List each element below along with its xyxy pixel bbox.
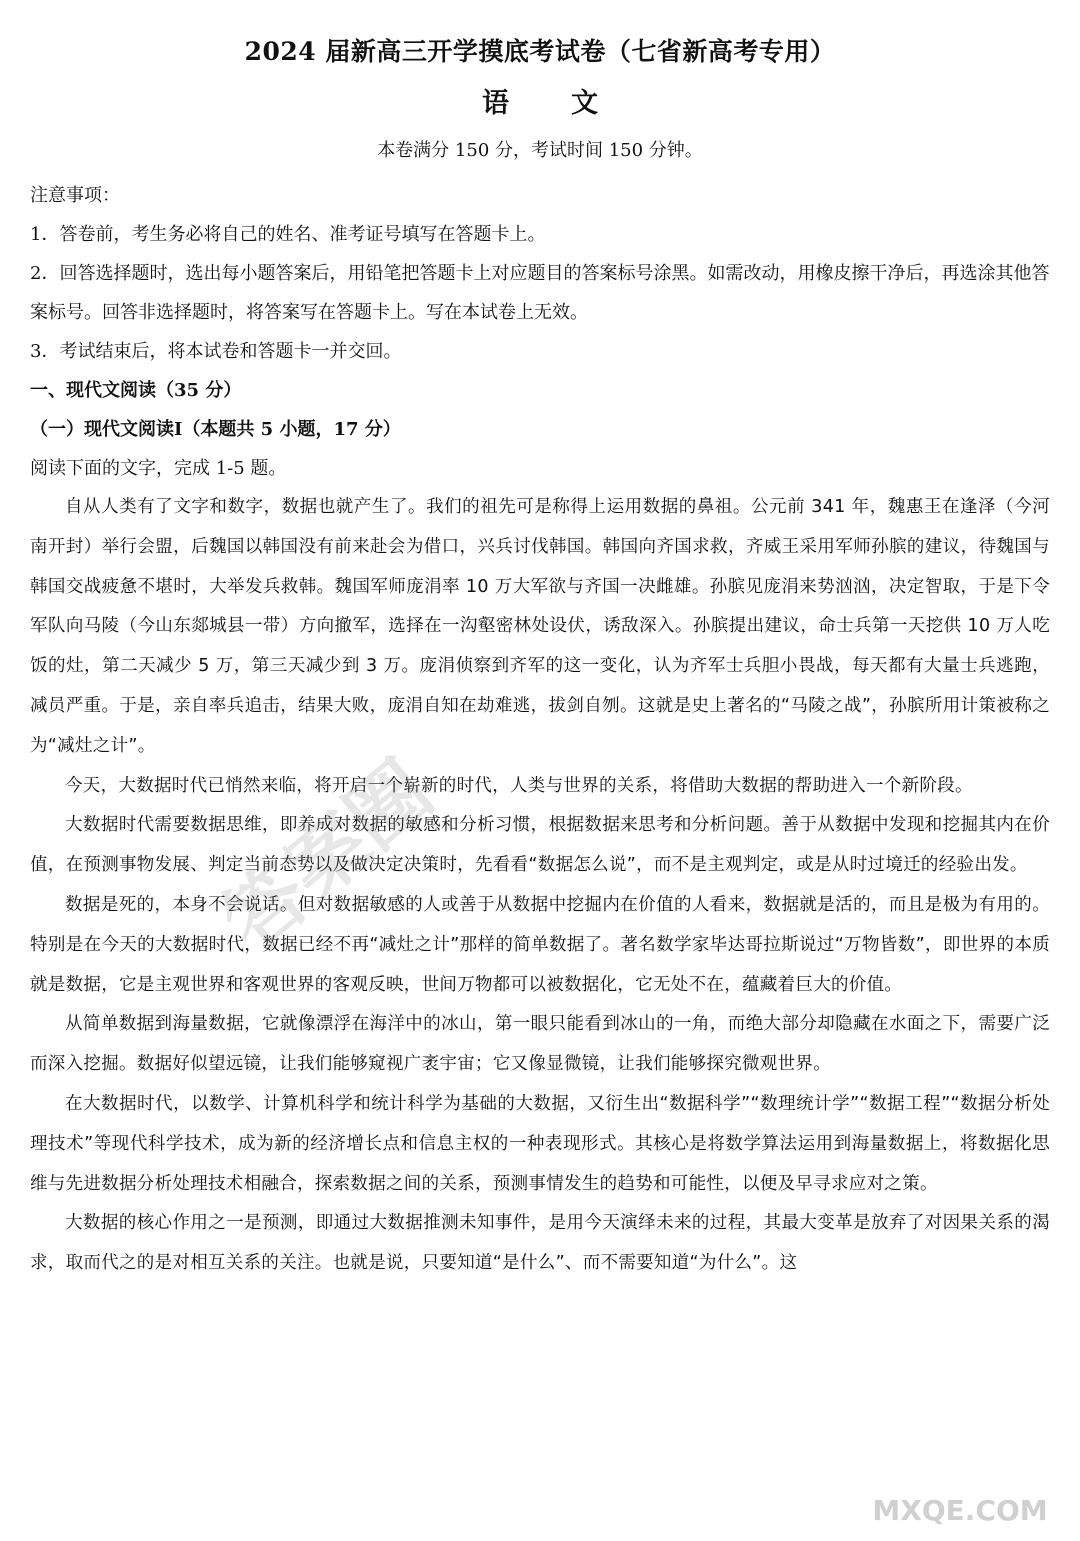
passage-paragraph: 今天，大数据时代已悄然来临，将开启一个崭新的时代，人类与世界的关系，将借助大数据的帮助进入一个新阶段。 (65, 775, 973, 796)
section-instruction: 阅读下面的文字，完成 1-5 题。 (30, 458, 287, 479)
passage-paragraph: 大数据的核心作用之一是预测，即通过大数据推测未知事件，是用今天演绎未来的过程，其最大变革是放弃了对因果关系的渴求，取而代之的是对相互关系的关注。也就是说，只要知道“是什么”、而不需要知道“为什么”。这 (30, 1213, 1050, 1274)
section-subtitle: （一）现代文阅读Ⅰ（本题共 5 小题，17 分） (30, 419, 401, 440)
passage-paragraph: 数据是死的，本身不会说话。但对数据敏感的人或善于从数据中挖掘内在价值的人看来，数据就是活的，而且是极为有用的。特别是在今天的大数据时代，数据已经不再“减灶之计”那样的简单数据了。著名数学家毕达哥拉斯说过“万物皆数”，即世界的本质就是数据，它是主观世界和客观世界的客观反映，世间万物都可以被数据化，它无处不在，蕴藏着巨大的价值。 (30, 894, 1050, 995)
passage-paragraph: 大数据时代需要数据思维，即养成对数据的敏感和分析习惯，根据数据来思考和分析问题。善于从数据中发现和挖掘其内在价值，在预测事物发展、判定当前态势以及做决定决策时，先看看“数据怎么说”，而不是主观判定，或是从时过境迁的经验出发。 (30, 815, 1050, 876)
watermark: 答案圈 (205, 742, 450, 970)
site-logo-text: MXQE.COM (872, 1494, 1048, 1527)
subject-char-2: 文 (571, 88, 598, 119)
notice-item-1: 1．答卷前，考生务必将自己的姓名、准考证号填写在答题卡上。 (30, 224, 546, 245)
exam-title: 2024 届新高三开学摸底考试卷（七省新高考专用） (244, 37, 836, 66)
passage-paragraph: 在大数据时代，以数学、计算机科学和统计科学为基础的大数据，又衍生出“数据科学”“数理统计学”“数据工程”“数据分析处理技术”等现代科学技术，成为新的经济增长点和信息主权的一种表现形式。其核心是将数学算法运用到海量数据上，将数据化思维与先进数据分析处理技术相融合，探索数据之间的关系，预测事情发生的趋势和可能性，以便及早寻求应对之策。 (30, 1093, 1050, 1194)
notice-item-2: 2．回答选择题时，选出每小题答案后，用铅笔把答题卡上对应题目的答案标号涂黑。如需改动，用橡皮擦干净后，再选涂其他答案标号。回答非选择题时，将答案写在答题卡上。写在本试卷上无效。 (30, 263, 1050, 323)
notice-heading: 注意事项： (30, 185, 120, 206)
passage-paragraph: 自从人类有了文字和数字，数据也就产生了。我们的祖先可是称得上运用数据的鼻祖。公元前 341 年，魏惠王在逢泽（今河南开封）举行会盟，后魏国以韩国没有前来赴会为借口，兴兵讨伐韩国。韩国向齐国求救，齐威王采用军师孙膑的建议，待魏国与韩国交战疲惫不堪时，大举发兵救韩。魏国军师庞涓率 10 万大军欲与齐国一决雌雄。孙膑见庞涓来势汹汹，决定智取，于是下令军队向马陵（今山东郯城县一带）方向撤军，选择在一沟壑密林处设伏，诱敌深入。孙膑提出建议，命士兵第一天挖供 10 万人吃饭的灶，第二天减少 5 万，第三天减少到 3 万。庞涓侦察到齐军的这一变化，认为齐军士兵胆小畏战，每天都有大量士兵逃跑，减员严重。于是，亲自率兵追击，结果大败，庞涓自知在劫难逃，拔剑自刎。这就是史上著名的“马陵之战”，孙膑所用计策被称之为“减灶之计”。 (30, 497, 1050, 756)
section-title: 一、现代文阅读（35 分） (30, 380, 242, 401)
subject-title (30, 86, 1050, 122)
score-note: 本卷满分 150 分，考试时间 150 分钟。 (377, 140, 703, 161)
passage-paragraph: 从简单数据到海量数据，它就像漂浮在海洋中的冰山，第一眼只能看到冰山的一角，而绝大部分却隐藏在水面之下，需要广泛而深入挖掘。数据好似望远镜，让我们能够窥视广袤宇宙；它又像显微镜，让我们能够探究微观世界。 (30, 1014, 1050, 1075)
subject-char-1: 语 (482, 88, 509, 119)
notice-item-3: 3．考试结束后，将本试卷和答题卡一并交回。 (30, 341, 402, 362)
